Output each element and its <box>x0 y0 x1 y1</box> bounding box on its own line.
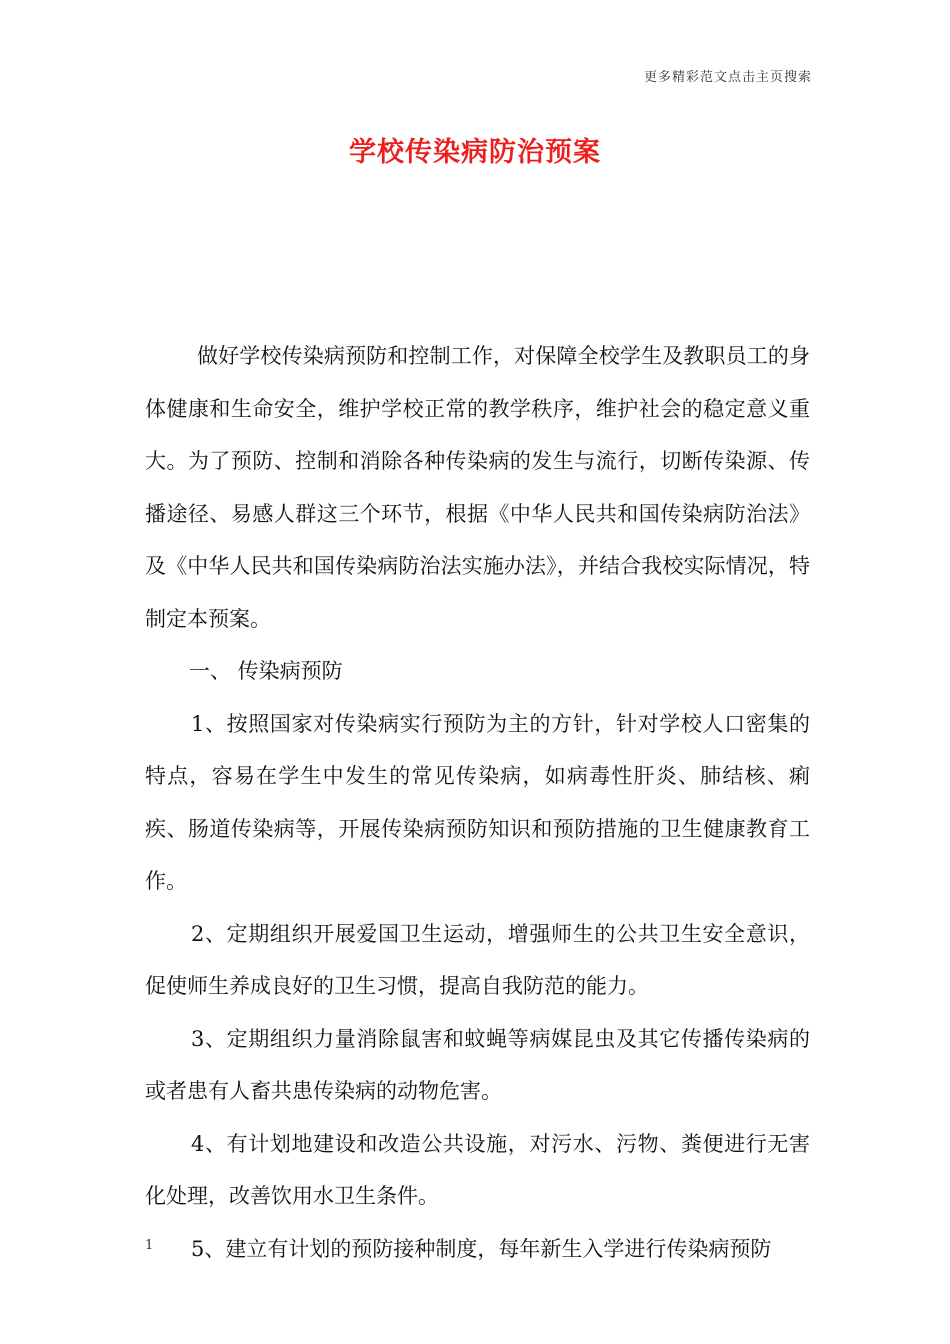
section-heading: 一、 传染病预防 <box>189 659 343 683</box>
document-title: 学校传染病防治预案 <box>349 137 601 168</box>
page-number: 1 <box>145 1238 154 1253</box>
document-body <box>145 330 810 1275</box>
list-item: 5、建立有计划的预防接种制度，每年新生入学进行传染病预防 <box>191 1236 772 1261</box>
list-item: 4、有计划地建设和改造公共设施，对污水、污物、粪便进行无害化处理，改善饮用水卫生条件。 <box>145 1131 810 1208</box>
list-item: 1、按照国家对传染病实行预防为主的方针，针对学校人口密集的特点，容易在学生中发生的常见传染病，如病毒性肝炎、肺结核、痢疾、肠道传染病等，开展传染病预防知识和预防措施的卫生健康教育工作。 <box>145 711 810 893</box>
intro-paragraph: 做好学校传染病预防和控制工作，对保障全校学生及教职员工的身体健康和生命安全，维护学校正常的教学秩序，维护社会的稳定意义重大。为了预防、控制和消除各种传染病的发生与流行，切断传染源、传播途径、易感人群这三个环节，根据《中华人民共和国传染病防治法》及《中华人民共和国传染病防治法实施办法》，并结合我校实际情况，特制定本预案。 <box>145 344 810 631</box>
header-note: 更多精彩范文点击主页搜索 <box>643 70 812 85</box>
list-item: 2、定期组织开展爱国卫生运动，增强师生的公共卫生安全意识，促使师生养成良好的卫生习惯，提高自我防范的能力。 <box>145 921 810 998</box>
list-item: 3、定期组织力量消除鼠害和蚊蝇等病媒昆虫及其它传播传染病的或者患有人畜共患传染病的动物危害。 <box>145 1026 810 1103</box>
